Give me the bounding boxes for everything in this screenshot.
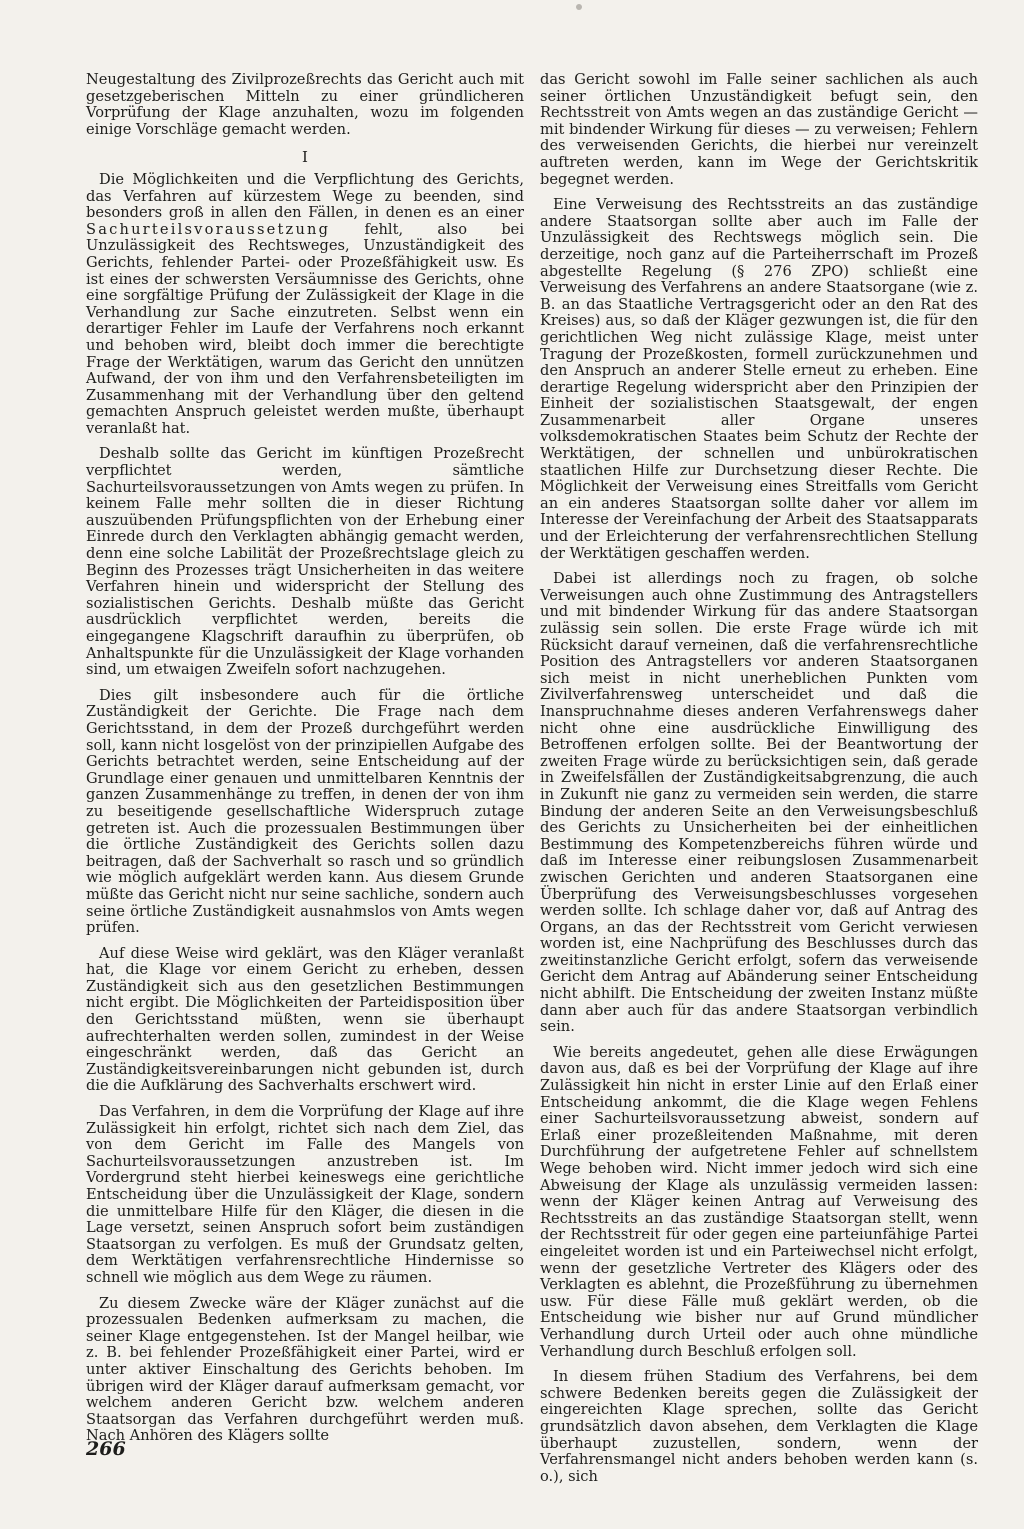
paragraph: In diesem frühen Stadium des Verfahrens, bei dem schwere Bedenken bereits gegen die Zulässigkeit der eingereichten Klage sprechen, sollte das Gericht grundsätzlich davon absehen, dem Verklagten die Klage überhaupt zuzustellen, sondern, wenn der Verfahrensmangel nicht anders behoben werden kann (s. o.), sich: [540, 1368, 978, 1485]
spaced-term: Sachurteilsvoraussetzung: [86, 220, 331, 238]
paragraph: Neugestaltung des Zivilprozeßrechts das Gericht auch mit gesetzgeberischen Mitteln zu einer gründlicheren Vorprüfung der Klage anzuhalten, wozu im folgenden einige Vorschläge gemacht werden.: [86, 71, 524, 138]
section-heading: I: [302, 148, 308, 167]
left-column: [86, 72, 524, 1454]
paragraph: Wie bereits angedeutet, gehen alle diese Erwägungen davon aus, daß es bei der Vorprüfung der Klage auf ihre Zulässigkeit hin nicht in erster Linie auf den Erlaß einer Entscheidung ankommt, die die Klage wegen Fehlens einer Sachurteilsvoraussetzung abweist, sondern auf Erlaß einer prozeßleitenden Maßnahme, mit deren Durchführung der aufgetretene Fehler auf schnellstem Wege behoben wird. Nicht immer jedoch wird sich eine Abweisung der Klage als unzulässig vermeiden lassen: wenn der Kläger keinen Antrag auf Verweisung des Rechtsstreits an das zuständige Staatsorgan stellt, wenn der Rechtsstreit für oder gegen eine parteiunfähige Partei eingeleitet worden ist und ein Parteiwechsel nicht erfolgt, wenn der gesetzliche Vertreter des Klägers oder des Verklagten es ablehnt, die Prozeßführung zu übernehmen usw. Für diese Fälle muß geklärt werden, ob die Entscheidung wie bisher nur auf Grund mündlicher Verhandlung durch Urteil oder auch ohne mündliche Verhandlung durch Beschluß erfolgen soll.: [540, 1043, 978, 1360]
paragraph: Zu diesem Zwecke wäre der Kläger zunächst auf die prozessualen Bedenken aufmerksam zu machen, die seiner Klage entgegenstehen. Ist der Mangel heilbar, wie z. B. bei fehlender Prozeßfähigkeit einer Partei, wird er unter aktiver Einschaltung des Gerichts behoben. Im übrigen wird der Kläger darauf aufmerksam gemacht, vor welchem anderen Gericht bzw. welchem anderen Staatsorgan das Verfahren durchgeführt werden muß. Nach Anhören des Klägers sollte: [86, 1294, 524, 1445]
paragraph: [86, 172, 524, 438]
scan-speck: [576, 4, 582, 10]
paragraph: Eine Verweisung des Rechtsstreits an das zuständige andere Staatsorgan sollte aber auch im Falle der Unzulässigkeit des Rechtswegs möglich sein. Die derzeitige, noch ganz auf die Parteiherrschaft im Prozeß abgestellte Regelung (§ 276 ZPO) schließt eine Verweisung des Verfahrens an andere Staatsorgane (wie z. B. an das Staatliche Vertragsgericht oder an den Rat des Kreises) aus, so daß der Kläger gezwungen ist, die für den gerichtlichen Weg nicht zulässige Klage, meist unter Tragung der Prozeßkosten, formell zurückzunehmen und den Anspruch an anderer Stelle erneut zu erheben. Eine derartige Regelung widerspricht aber den Prinzipien der Einheit der sozialistischen Staatsgewalt, der engen Zusammenarbeit aller Organe unseres volksdemokratischen Staates beim Schutz der Rechte der Werktätigen, der schnellen und unbürokratischen staatlichen Hilfe zur Durchsetzung dieser Rechte. Die Möglichkeit der Verweisung eines Streitfalls vom Gericht an ein anderes Staatsorgan sollte daher vor allem im Interesse der Vereinfachung der Arbeit des Staatsapparats und der Erleichterung der verfahrensrechtlichen Stellung der Werktätigen geschaffen werden.: [540, 196, 978, 562]
right-column: [540, 72, 978, 1494]
paragraph: Dies gilt insbesondere auch für die örtliche Zuständigkeit der Gerichte. Die Frage nach dem Gerichtsstand, in dem der Prozeß durchgeführt werden soll, kann nicht losgelöst von der prinzipiellen Aufgabe des Gerichts betrachtet werden, seine Entscheidung auf der Grundlage einer genauen und unmittelbaren Kenntnis der ganzen Zusammenhänge zu treffen, in denen der von ihm zu beseitigende gesellschaftliche Widerspruch zutage getreten ist. Auch die prozessualen Bestimmungen über die örtliche Zuständigkeit des Gerichts sollen dazu beitragen, daß der Sachverhalt so rasch und so gründlich wie möglich aufgeklärt werden kann. Aus diesem Grunde müßte das Gericht nicht nur seine sachliche, sondern auch seine örtliche Zuständigkeit ausnahmslos von Amts wegen prüfen.: [86, 686, 524, 937]
paragraph: Dabei ist allerdings noch zu fragen, ob solche Verweisungen auch ohne Zustimmung des Antragstellers und mit bindender Wirkung für das andere Staatsorgan zulässig sein sollen. Die erste Frage würde ich mit Rücksicht darauf verneinen, daß die verfahrensrechtliche Position des Antragstellers vor anderen Staatsorganen sich meist in nicht unerheblichen Punkten vom Zivilverfahrensweg unterscheidet und daß die Inanspruchnahme dieses anderen Verfahrenswegs daher nicht ohne eine ausdrückliche Einwilligung des Betroffenen erfolgen sollte. Bei der Beantwortung der zweiten Frage würde zu berücksichtigen sein, daß gerade in Zweifelsfällen der Zuständigkeitsabgrenzung, die auch in Zukunft nie ganz zu vermeiden sein werden, die starre Bindung der anderen Seite an den Verweisungsbeschluß des Gerichts zu Unsicherheiten bei der einheitlichen Bestimmung des Kompetenzbereichs führen würde und daß im Interesse einer reibungslosen Zusammenarbeit zwischen Gerichten und anderen Staatsorganen eine Überprüfung des Verweisungsbeschlusses vorgesehen werden sollte. Ich schlage daher vor, daß auf Antrag des Organs, an das der Rechtsstreit vom Gericht verwiesen worden ist, eine Nachprüfung des Beschlusses durch das zweitinstanzliche Gericht erfolgt, sofern das verweisende Gericht dem Antrag auf Abänderung seiner Entscheidung nicht abhilft. Die Entscheidung der zweiten Instanz müßte dann aber auch für das andere Staatsorgan verbindlich sein.: [540, 570, 978, 1036]
paragraph: Auf diese Weise wird geklärt, was den Kläger veranlaßt hat, die Klage vor einem Gericht zu erheben, dessen Zuständigkeit sich aus den gesetzlichen Bestimmungen nicht ergibt. Die Möglichkeiten der Parteidisposition über den Gerichtsstand müßten, wenn sie überhaupt aufrechterhalten werden sollen, zumindest in der Weise eingeschränkt werden, daß das Gericht an Zuständigkeitsvereinbarungen nicht gebunden ist, durch die die Aufklärung des Sachverhalts erschwert wird.: [86, 944, 524, 1095]
paragraph: das Gericht sowohl im Falle seiner sachlichen als auch seiner örtlichen Unzuständigkeit befugt sein, den Rechtsstreit von Amts wegen an das zuständige Gericht — mit bindender Wirkung für dieses — zu verweisen; Fehlern des verweisenden Gerichts, die hierbei nur vereinzelt auftreten werden, kann im Wege der Gerichtskritik begegnet werden.: [540, 71, 978, 188]
paragraph-text: Die Möglichkeiten und die Verpflichtung des Gerichts, das Verfahren auf kürzestem Wege zu beenden, sind besonders groß in allen den Fällen, in denen es an einer: [86, 170, 524, 222]
paragraph-text: fehlt, also bei Unzulässigkeit des Rechtsweges, Unzuständigkeit des Gerichts, fehlender Partei- oder Prozeßfähigkeit usw. Es ist eines der schwersten Versäumnisse des Gerichts, ohne eine sorgfältige Prüfung der Zulässigkeit der Klage in die Verhandlung zur Sache einzutreten. Selbst wenn ein derartiger Fehler im Laufe der Verfahrens noch erkannt und behoben wird, bleibt doch immer die berechtigte Frage der Werktätigen, warum das Gericht den unnützen Aufwand, der von ihm und den Verfahrensbeteiligten im Zusammenhang mit der Verhandlung über den geltend gemachten Anspruch geleistet werden mußte, überhaupt veranlaßt hat.: [86, 220, 524, 437]
paragraph: Das Verfahren, in dem die Vorprüfung der Klage auf ihre Zulässigkeit hin erfolgt, richtet sich nach dem Ziel, das von dem Gericht im Falle des Mangels von Sachurteilsvoraussetzungen anzustreben ist. Im Vordergrund steht hierbei keineswegs eine gerichtliche Entscheidung über die Unzulässigkeit der Klage, sondern die unmittelbare Hilfe für den Kläger, die diesen in die Lage versetzt, seinen Anspruch sofort beim zuständigen Staatsorgan zu verfolgen. Es muß der Grundsatz gelten, dem Werktätigen verfahrensrechtliche Hindernisse so schnell wie möglich aus dem Wege zu räumen.: [86, 1103, 524, 1286]
page-number: 266: [86, 1438, 126, 1460]
paragraph: Deshalb sollte das Gericht im künftigen Prozeßrecht verpflichtet werden, sämtliche Sachurteilsvoraussetzungen von Amts wegen zu prüfen. In keinem Falle mehr sollten die in dieser Richtung auszuübenden Prüfungspflichten von der Erhebung einer Einrede durch den Verklagten abhängig gemacht werden, denn eine solche Labilität der Prozeßrechtslage gleich zu Beginn des Prozesses trägt Unsicherheiten in das weitere Verfahren hinein und widerspricht der Stellung des sozialistischen Gerichts. Deshalb müßte das Gericht ausdrücklich verpflichtet werden, bereits die eingegangene Klagschrift daraufhin zu überprüfen, ob Anhaltspunkte für die Unzulässigkeit der Klage vorhanden sind, um etwaigen Zweifeln sofort nachzugehen.: [86, 445, 524, 679]
